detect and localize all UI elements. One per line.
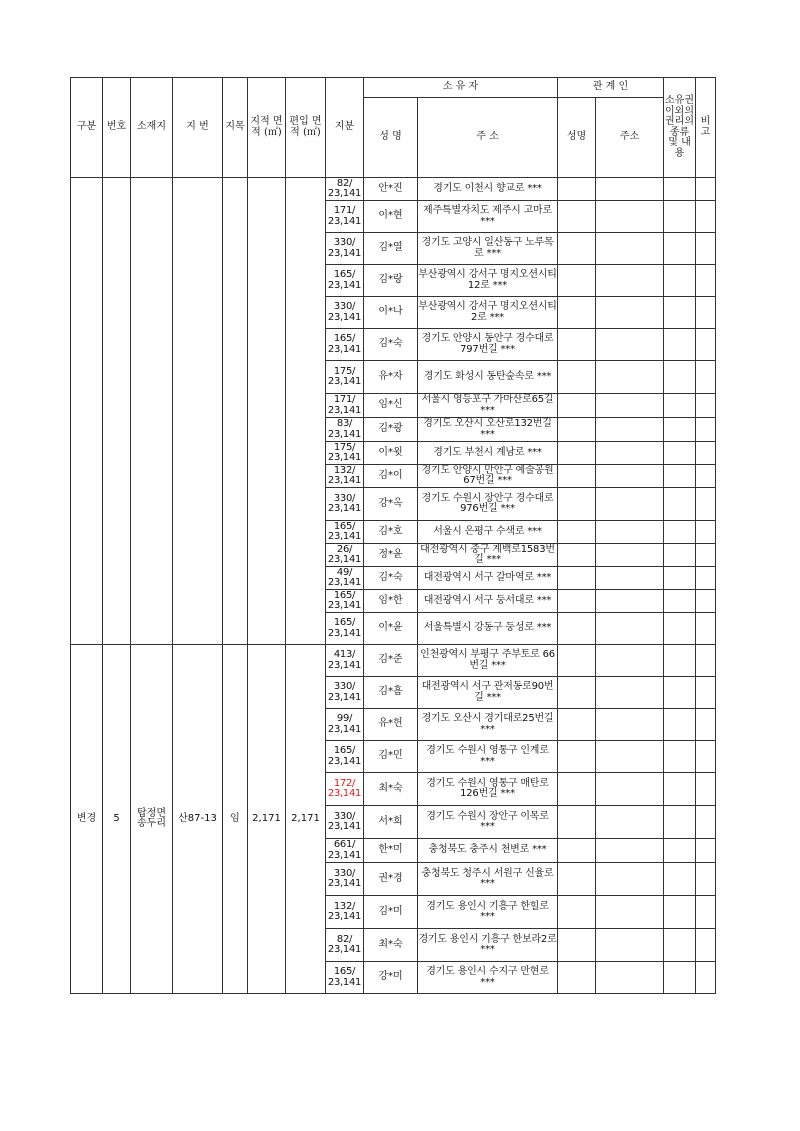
table-body <box>71 178 716 994</box>
group-lot: 산87-13 <box>173 645 223 994</box>
rights-cell <box>664 567 696 590</box>
group-lot <box>173 178 223 645</box>
rel-name-cell <box>558 896 596 929</box>
rel-address-cell <box>596 929 664 962</box>
note-cell <box>696 645 716 677</box>
owner-address-cell: 제주특별자치도 제주시 고마로 *** <box>418 201 558 233</box>
rel-address-cell <box>596 178 664 201</box>
rel-address-cell <box>596 590 664 613</box>
col-location: 소재지 <box>131 78 173 178</box>
share-cell: 330/ 23,141 <box>326 677 364 709</box>
note-cell <box>696 677 716 709</box>
share-cell: 330/ 23,141 <box>326 233 364 265</box>
rel-address-cell <box>596 613 664 645</box>
rights-cell <box>664 741 696 773</box>
rel-address-cell <box>596 465 664 488</box>
owner-address-cell: 서울시 영등포구 가마산로65길 *** <box>418 394 558 418</box>
rights-cell <box>664 442 696 465</box>
owner-name-cell: 최*숙 <box>364 929 418 962</box>
owner-address-cell: 경기도 오산시 경기대로25번길 *** <box>418 709 558 741</box>
rel-address-cell <box>596 709 664 741</box>
rel-name-cell <box>558 863 596 896</box>
rel-address-cell <box>596 265 664 297</box>
owner-name-cell: 이*나 <box>364 297 418 329</box>
owner-address-cell: 서울시 은평구 수색로 *** <box>418 521 558 544</box>
col-inc-area: 편입 면적 (㎡) <box>286 78 326 178</box>
owner-name-cell: 권*경 <box>364 863 418 896</box>
owner-address-cell: 경기도 안양시 동안구 경수대로797번길 *** <box>418 329 558 361</box>
owner-address-cell: 경기도 부천시 계남로 *** <box>418 442 558 465</box>
rel-address-cell <box>596 233 664 265</box>
note-cell <box>696 178 716 201</box>
owner-address-cell: 경기도 용인시 수지구 만현로 *** <box>418 962 558 994</box>
owner-address-cell: 대전광역시 서구 둥서대로 *** <box>418 590 558 613</box>
owner-name-cell: 임*신 <box>364 394 418 418</box>
owner-name-cell: 김*민 <box>364 741 418 773</box>
owner-address-cell: 경기도 고양시 일산동구 노루목로 *** <box>418 233 558 265</box>
col-rel-group: 관 계 인 <box>558 78 664 98</box>
note-cell <box>696 201 716 233</box>
owner-address-cell: 대전광역시 서구 관저동로90번길 *** <box>418 677 558 709</box>
share-cell: 132/ 23,141 <box>326 896 364 929</box>
note-cell <box>696 233 716 265</box>
col-gubun: 구분 <box>71 78 103 178</box>
owner-name-cell: 김*미 <box>364 896 418 929</box>
owner-address-cell: 대전광역시 중구 계백로1583번길 *** <box>418 544 558 567</box>
rights-cell <box>664 839 696 863</box>
rights-cell <box>664 178 696 201</box>
rights-cell <box>664 806 696 839</box>
rights-cell <box>664 297 696 329</box>
share-cell: 172/ 23,141 <box>326 773 364 806</box>
group-location <box>131 178 173 645</box>
share-cell: 330/ 23,141 <box>326 806 364 839</box>
note-cell <box>696 361 716 394</box>
owner-name-cell: 임*한 <box>364 590 418 613</box>
owner-name-cell: 김*숙 <box>364 567 418 590</box>
share-cell: 330/ 23,141 <box>326 488 364 521</box>
owner-name-cell: 서*희 <box>364 806 418 839</box>
owner-address-cell: 서울특별시 강동구 둥성로 *** <box>418 613 558 645</box>
share-cell: 171/ 23,141 <box>326 201 364 233</box>
share-cell: 165/ 23,141 <box>326 329 364 361</box>
note-cell <box>696 929 716 962</box>
rel-address-cell <box>596 297 664 329</box>
owner-name-cell: 유*자 <box>364 361 418 394</box>
rel-name-cell <box>558 329 596 361</box>
owner-name-cell: 최*숙 <box>364 773 418 806</box>
owner-address-cell: 경기도 오산시 오산로132번길 *** <box>418 418 558 442</box>
group-category: 임 <box>223 645 248 994</box>
note-cell <box>696 418 716 442</box>
col-lot: 지 번 <box>173 78 223 178</box>
owner-name-cell: 이*윤 <box>364 613 418 645</box>
owner-name-cell: 김*호 <box>364 521 418 544</box>
share-cell: 175/ 23,141 <box>326 442 364 465</box>
owner-address-cell: 대전광역시 서구 갈마역로 *** <box>418 567 558 590</box>
note-cell <box>696 442 716 465</box>
share-cell: 165/ 23,141 <box>326 962 364 994</box>
owner-name-cell: 김*광 <box>364 418 418 442</box>
owner-name-cell: 김*흠 <box>364 677 418 709</box>
note-cell <box>696 863 716 896</box>
rel-address-cell <box>596 394 664 418</box>
group-location: 탑정면 송두리 <box>131 645 173 994</box>
rel-address-cell <box>596 488 664 521</box>
rel-address-cell <box>596 201 664 233</box>
share-cell: 330/ 23,141 <box>326 297 364 329</box>
note-cell <box>696 465 716 488</box>
owner-address-cell: 경기도 수원시 영통구 매탄로126번길 *** <box>418 773 558 806</box>
note-cell <box>696 567 716 590</box>
note-cell <box>696 773 716 806</box>
land-owner-table <box>70 77 716 994</box>
note-cell <box>696 265 716 297</box>
rel-name-cell <box>558 839 596 863</box>
rel-name-cell <box>558 567 596 590</box>
rel-name-cell <box>558 962 596 994</box>
owner-name-cell: 김*랑 <box>364 265 418 297</box>
col-cad-area: 지적 면적 (㎡) <box>248 78 286 178</box>
rel-name-cell <box>558 544 596 567</box>
rel-name-cell <box>558 929 596 962</box>
rel-address-cell <box>596 645 664 677</box>
owner-name-cell: 한*미 <box>364 839 418 863</box>
rel-name-cell <box>558 709 596 741</box>
owner-address-cell: 경기도 용인시 기흥구 한힐로 *** <box>418 896 558 929</box>
owner-address-cell: 경기도 용인시 기흥구 한보라2로 *** <box>418 929 558 962</box>
col-rights: 소유권 이외의 권리의 종류 및 내용 <box>664 78 696 178</box>
share-cell: 165/ 23,141 <box>326 590 364 613</box>
rel-name-cell <box>558 590 596 613</box>
rel-address-cell <box>596 521 664 544</box>
col-address: 주 소 <box>418 98 558 178</box>
group-cad-area: 2,171 <box>248 645 286 994</box>
rel-name-cell <box>558 178 596 201</box>
rel-address-cell <box>596 677 664 709</box>
rel-name-cell <box>558 488 596 521</box>
col-rel-address: 주소 <box>596 98 664 178</box>
col-category: 지목 <box>223 78 248 178</box>
rights-cell <box>664 773 696 806</box>
rights-cell <box>664 896 696 929</box>
owner-name-cell: 이*윗 <box>364 442 418 465</box>
rel-address-cell <box>596 361 664 394</box>
owner-name-cell: 김*숙 <box>364 329 418 361</box>
owner-name-cell: 유*헌 <box>364 709 418 741</box>
note-cell <box>696 962 716 994</box>
share-cell: 99/ 23,141 <box>326 709 364 741</box>
share-cell: 165/ 23,141 <box>326 741 364 773</box>
note-cell <box>696 488 716 521</box>
rel-name-cell <box>558 201 596 233</box>
owner-name-cell: 강*미 <box>364 962 418 994</box>
share-cell: 49/ 23,141 <box>326 567 364 590</box>
note-cell <box>696 590 716 613</box>
rel-name-cell <box>558 773 596 806</box>
share-cell: 82/ 23,141 <box>326 929 364 962</box>
rel-name-cell <box>558 442 596 465</box>
rights-cell <box>664 929 696 962</box>
rel-name-cell <box>558 418 596 442</box>
owner-address-cell: 경기도 안양시 만안구 예술공원67번길 *** <box>418 465 558 488</box>
group-gubun <box>71 178 103 645</box>
rel-name-cell <box>558 521 596 544</box>
col-number: 번호 <box>103 78 131 178</box>
rel-name-cell <box>558 361 596 394</box>
rel-name-cell <box>558 297 596 329</box>
group-inc-area: 2,171 <box>286 645 326 994</box>
note-cell <box>696 613 716 645</box>
rel-name-cell <box>558 645 596 677</box>
share-cell: 661/ 23,141 <box>326 839 364 863</box>
share-cell: 171/ 23,141 <box>326 394 364 418</box>
rights-cell <box>664 265 696 297</box>
rights-cell <box>664 962 696 994</box>
owner-address-cell: 경기도 수원시 장안구 이목로 *** <box>418 806 558 839</box>
owner-address-cell: 경기도 수원시 장안구 경수대로976번길 *** <box>418 488 558 521</box>
rights-cell <box>664 394 696 418</box>
owner-name-cell: 정*윤 <box>364 544 418 567</box>
header-row-1 <box>71 78 716 98</box>
owner-address-cell: 경기도 이천시 향교로 *** <box>418 178 558 201</box>
rel-name-cell <box>558 677 596 709</box>
rel-address-cell <box>596 741 664 773</box>
owner-name-cell: 김*준 <box>364 645 418 677</box>
share-cell: 413/ 23,141 <box>326 645 364 677</box>
owner-name-cell: 김*열 <box>364 233 418 265</box>
note-cell <box>696 896 716 929</box>
note-cell <box>696 709 716 741</box>
rel-address-cell <box>596 544 664 567</box>
rel-address-cell <box>596 418 664 442</box>
rights-cell <box>664 465 696 488</box>
note-cell <box>696 741 716 773</box>
rel-address-cell <box>596 806 664 839</box>
owner-name-cell: 이*현 <box>364 201 418 233</box>
note-cell <box>696 839 716 863</box>
share-cell: 330/ 23,141 <box>326 863 364 896</box>
share-cell: 165/ 23,141 <box>326 521 364 544</box>
note-cell <box>696 544 716 567</box>
share-cell: 82/ 23,141 <box>326 178 364 201</box>
rel-address-cell <box>596 896 664 929</box>
rights-cell <box>664 613 696 645</box>
owner-address-cell: 인천광역시 부평구 주부토로 66번길 *** <box>418 645 558 677</box>
table-row <box>71 645 716 677</box>
owner-name-cell: 안*진 <box>364 178 418 201</box>
col-name: 성 명 <box>364 98 418 178</box>
rights-cell <box>664 201 696 233</box>
owner-address-cell: 부산광역시 강서구 명지오션시티2로 *** <box>418 297 558 329</box>
rights-cell <box>664 544 696 567</box>
rel-address-cell <box>596 442 664 465</box>
table-row <box>71 178 716 201</box>
rights-cell <box>664 488 696 521</box>
owner-address-cell: 충청북도 충주시 천변로 *** <box>418 839 558 863</box>
rel-name-cell <box>558 265 596 297</box>
rights-cell <box>664 361 696 394</box>
share-cell: 165/ 23,141 <box>326 613 364 645</box>
owner-name-cell: 김*이 <box>364 465 418 488</box>
note-cell <box>696 329 716 361</box>
rights-cell <box>664 863 696 896</box>
rel-address-cell <box>596 863 664 896</box>
rel-name-cell <box>558 233 596 265</box>
share-cell: 175/ 23,141 <box>326 361 364 394</box>
rel-address-cell <box>596 773 664 806</box>
group-number <box>103 178 131 645</box>
owner-address-cell: 부산광역시 강서구 명지오션시티12로 *** <box>418 265 558 297</box>
note-cell <box>696 806 716 839</box>
rights-cell <box>664 521 696 544</box>
owner-address-cell: 충청북도 청주시 서원구 신율로 *** <box>418 863 558 896</box>
owner-name-cell: 강*옥 <box>364 488 418 521</box>
share-cell: 83/ 23,141 <box>326 418 364 442</box>
share-cell: 165/ 23,141 <box>326 265 364 297</box>
owner-address-cell: 경기도 수원시 영통구 인계로 *** <box>418 741 558 773</box>
share-cell: 132/ 23,141 <box>326 465 364 488</box>
group-inc-area <box>286 178 326 645</box>
note-cell <box>696 521 716 544</box>
group-number: 5 <box>103 645 131 994</box>
group-cad-area <box>248 178 286 645</box>
col-owner-group: 소 유 자 <box>364 78 558 98</box>
rights-cell <box>664 233 696 265</box>
rights-cell <box>664 418 696 442</box>
rel-address-cell <box>596 329 664 361</box>
rel-address-cell <box>596 839 664 863</box>
rel-name-cell <box>558 394 596 418</box>
owner-address-cell: 경기도 화성시 동탄숲속로 *** <box>418 361 558 394</box>
rights-cell <box>664 677 696 709</box>
note-cell <box>696 394 716 418</box>
group-category <box>223 178 248 645</box>
rights-cell <box>664 645 696 677</box>
col-share: 지분 <box>326 78 364 178</box>
rights-cell <box>664 709 696 741</box>
rel-name-cell <box>558 806 596 839</box>
col-note: 비고 <box>696 78 716 178</box>
rel-address-cell <box>596 962 664 994</box>
rel-address-cell <box>596 567 664 590</box>
rights-cell <box>664 329 696 361</box>
rights-cell <box>664 590 696 613</box>
rel-name-cell <box>558 741 596 773</box>
col-rel-name: 성명 <box>558 98 596 178</box>
rel-name-cell <box>558 613 596 645</box>
note-cell <box>696 297 716 329</box>
share-cell: 26/ 23,141 <box>326 544 364 567</box>
group-gubun: 변경 <box>71 645 103 994</box>
rel-name-cell <box>558 465 596 488</box>
